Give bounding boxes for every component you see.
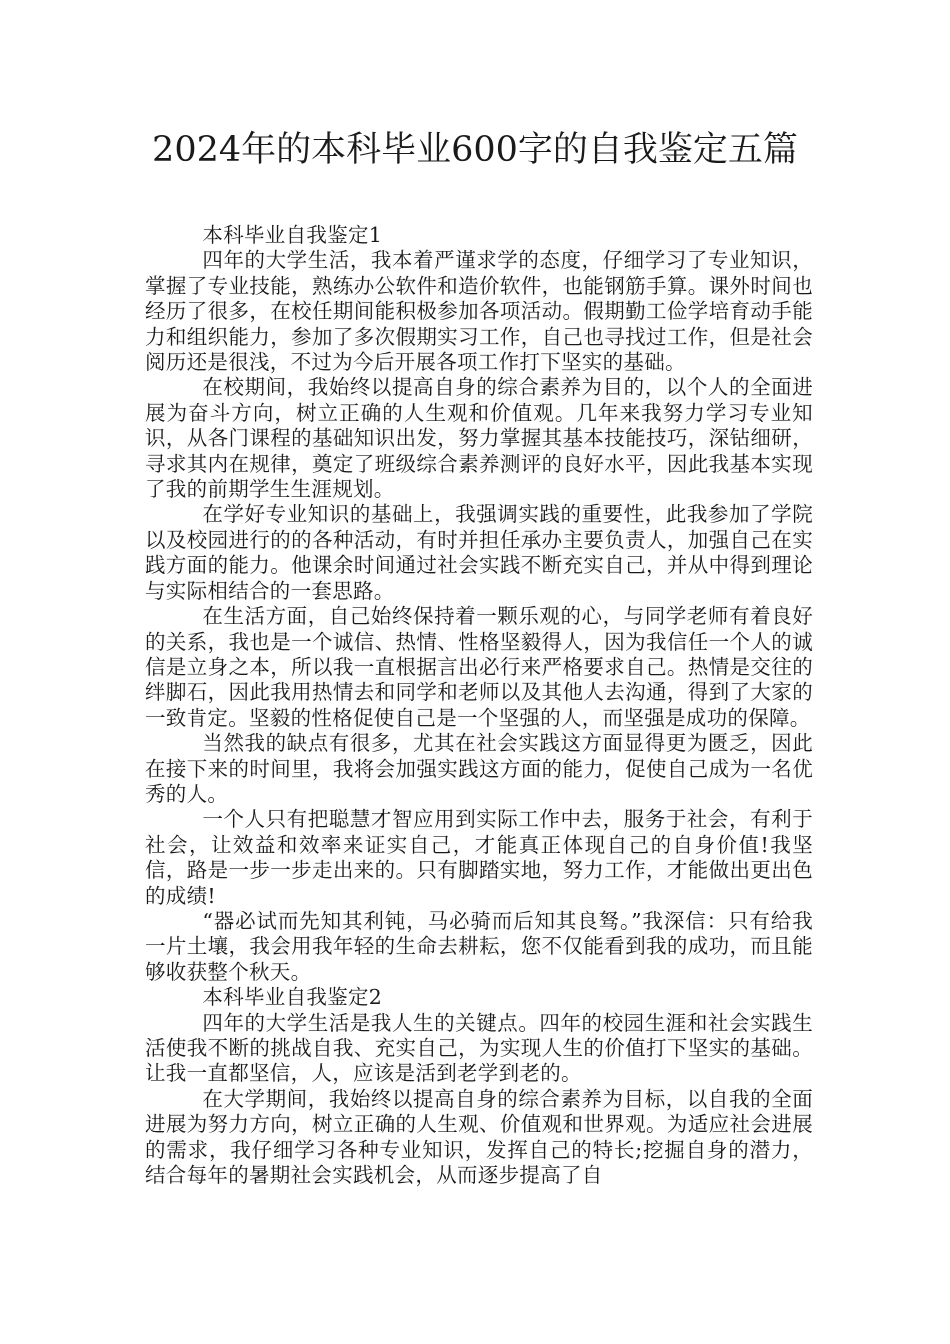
section-heading-1: 本科毕业自我鉴定1 (202, 223, 383, 247)
paragraph: 当然我的缺点有很多，尤其在社会实践这方面显得更为匮乏，因此在接下来的时间里，我将会加强实践这方面的能力，促使自己成为一名优秀的人。 (145, 731, 813, 806)
paragraph: 四年的大学生活，我本着严谨求学的态度，仔细学习了专业知识，掌握了专业技能，熟练办公软件和造价软件，也能钢筋手算。课外时间也经历了很多，在校任期间能积极参加各项活动。假期勤工俭学培育动手能力和组织能力，参加了多次假期实习工作，自己也寻找过工作，但是社会阅历还是很浅，不过为今后开展各项工作打下坚实的基础。 (145, 248, 813, 375)
paragraph: 四年的大学生活是我人生的关键点。四年的校园生涯和社会实践生活使我不断的挑战自我、充实自己，为实现人生的价值打下坚实的基础。让我一直都坚信，人，应该是活到老学到老的。 (145, 1010, 813, 1086)
paragraph: 一个人只有把聪慧才智应用到实际工作中去，服务于社会，有利于社会，让效益和效率来证实自己，才能真正体现自己的自身价值!我坚信，路是一步一步走出来的。只有脚踏实地，努力工作，才能做出更出色的成绩! (145, 807, 813, 908)
paragraph: 在学好专业知识的基础上，我强调实践的重要性，此我参加了学院以及校园进行的的各种活动，有时并担任承办主要负责人，加强自己在实践方面的能力。他课余时间通过社会实践不断充实自己，并从中得到理论与实际相结合的一套思路。 (145, 502, 813, 603)
document-body (145, 223, 813, 1188)
section-heading-2: 本科毕业自我鉴定2 (202, 985, 383, 1010)
paragraph: 在校期间，我始终以提高自身的综合素养为目的，以个人的全面进展为奋斗方向，树立正确的人生观和价值观。几年来我努力学习专业知识，从各门课程的基础知识出发，努力掌握其基本技能技巧，深钻细研，寻求其内在规律，奠定了班级综合素养测评的良好水平，因此我基本实现了我的前期学生生涯规划。 (145, 375, 813, 502)
document-title: 2024年的本科毕业600字的自我鉴定五篇 (152, 130, 798, 170)
paragraph: 在生活方面，自己始终保持着一颗乐观的心，与同学老师有着良好的关系，我也是一个诚信、热情、性格坚毅得人，因为我信任一个人的诚信是立身之本，所以我一直根据言出必行来严格要求自己。热情是交往的绊脚石，因此我用热情去和同学和老师以及其他人去沟通，得到了大家的一致肯定。坚毅的性格促使自己是一个坚强的人，而坚强是成功的保障。 (145, 604, 813, 730)
paragraph: 在大学期间，我始终以提高自身的综合素养为目标，以自我的全面进展为努力方向，树立正确的人生观、价值观和世界观。为适应社会进展的需求，我仔细学习各种专业知识，发挥自己的特长;挖掘自身的潜力，结合每年的暑期社会实践机会，从而逐步提高了自 (145, 1086, 813, 1188)
paragraph: “器必试而先知其利钝，马必骑而后知其良驽。”我深信：只有给我一片土壤，我会用我年轻的生命去耕耘，您不仅能看到我的成功，而且能够收获整个秋天。 (145, 908, 813, 984)
